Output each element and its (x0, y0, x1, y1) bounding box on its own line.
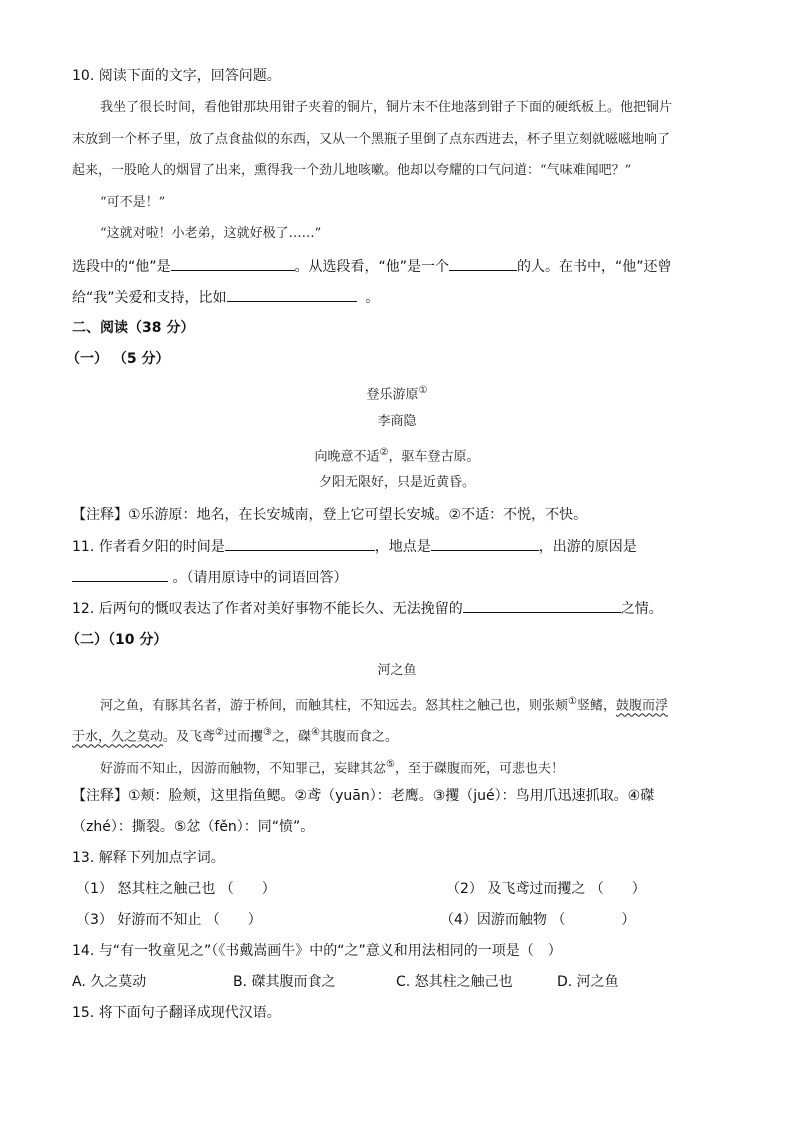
q13-title: 13. 解释下列加点字词。 (72, 850, 225, 866)
q11-part-c: ，出游的原因是 (538, 539, 637, 555)
q10-question-part-e: 。 (365, 290, 380, 306)
prose-line-3-b: ，至于磔腹而死，可悲也夫！ (394, 761, 564, 777)
prose-notes-line-2: （zhé）：撕裂。⑤忿（fěn）：同“愤”。 (72, 819, 315, 835)
q11-part-d: 。（请用原诗中的词语回答） (172, 570, 348, 586)
prose-line-2-b: 。及飞鸢 (163, 729, 216, 745)
prose-line-2-c: 过而攫 (224, 729, 264, 745)
q10-passage-line-2: 末放到一个杯子里，放了点食盐似的东西，又从一个黑瓶子里倒了点东西进去，杯子里立刻就嗞嗞地响了 (72, 132, 671, 147)
q10-question-part-b: 。从选段看，“他”是一个 (294, 259, 450, 275)
prose-notes-label: 【注释】 (72, 788, 128, 804)
q12-answer-blank[interactable] (463, 598, 621, 613)
prose-notes-text-1: ①颊：脸颊，这里指鱼鳃。②鸢（yuān）：老鹰。③攫（jué）：鸟用爪迅速抓取。④磔 (128, 788, 655, 804)
prose-line-2-d: 之，磔 (271, 729, 311, 745)
poem-notes-text: ①乐游原：地名，在长安城南，登上它可望长安城。②不适：不悦，不快。 (128, 507, 588, 523)
q10-question-line-1 (72, 256, 672, 277)
poem-notes (72, 505, 587, 525)
poem-title-footnote-mark: ① (418, 385, 428, 396)
prose-footnote-mark-4: ④ (311, 727, 320, 738)
q10-answer-blank-1[interactable] (171, 256, 295, 271)
q13-item-2: （2） 及飞鸢过而攫之 （ ） (446, 881, 646, 897)
q10-passage-line-1: 我坐了很长时间，看他钳那块用钳子夹着的铜片，铜片末不住地落到钳子下面的硬纸板上。他把铜片 (100, 100, 673, 115)
q10-answer-blank-3[interactable] (227, 287, 357, 302)
q14-option-c[interactable]: C. 怒其柱之触己也 (396, 974, 513, 990)
poem-line-1-footnote-mark: ② (379, 447, 389, 458)
q10-question-part-c: 的人。在书中，“他”还曾 (517, 259, 672, 275)
prose-line-1-a: 河之鱼，有豚其名者，游于桥间，而触其柱，不知远去。怒其柱之触己也，则张颊 (100, 698, 569, 714)
q15-title: 15. 将下面句子翻译成现代汉语。 (72, 1005, 281, 1021)
q10-passage-line-5: “这就对啦！小老弟，这就好极了……” (100, 226, 322, 241)
q14-option-d[interactable]: D. 河之鱼 (557, 974, 619, 990)
poem-line-1 (0, 443, 794, 467)
prose-line-3 (100, 755, 564, 779)
prose-footnote-mark-3: ③ (263, 727, 272, 738)
poem-line-1-a: 向晚意不适 (314, 449, 380, 465)
poem-line-1-b: ，驱车登古原。 (388, 449, 480, 465)
prose-title: 河之鱼 (377, 663, 417, 678)
prose-underlined-phrase-1: 鼓腹而浮 (616, 698, 669, 714)
prose-line-3-a: 好游而不知止，因游而触物，不知罪己，妄肆其忿 (100, 761, 387, 777)
q12-part-b: 之情。 (620, 601, 663, 617)
q11-part-a: 11. 作者看夕阳的时间是 (72, 539, 225, 555)
poem-author: 李商隐 (377, 414, 417, 429)
q11-line-1 (72, 536, 637, 557)
prose-footnote-mark-2: ② (215, 727, 224, 738)
poem-title (0, 381, 794, 405)
prose-line-1-b: 竖鳍， (576, 698, 616, 714)
prose-underlined-phrase-2: 于水，久之莫动 (72, 729, 164, 745)
q12-line (72, 598, 663, 619)
q14-title: 14. 与“有一牧童见之”（《书戴嵩画牛》中的“之”意义和用法相同的一项是（ ） (72, 943, 562, 959)
part-1-heading: （一） （5 分） (66, 351, 170, 367)
prose-line-2-e: 其腹而食之。 (319, 729, 398, 745)
q13-item-4: （4）因游而触物 （ ） (440, 912, 636, 928)
q10-question-line-2 (72, 287, 379, 308)
prose-notes-line-1 (72, 786, 654, 806)
q12-part-a: 12. 后两句的慨叹表达了作者对美好事物不能长久、无法挽留的 (72, 601, 463, 617)
q11-line-2 (72, 567, 347, 588)
poem-line-2: 夕阳无限好，只是近黄昏。 (318, 475, 475, 490)
part-2-heading: （二）（10 分） (66, 632, 168, 648)
q10-answer-blank-2[interactable] (449, 256, 517, 271)
prose-line-2 (72, 723, 398, 747)
q10-question-part-a: 选段中的“他”是 (72, 259, 171, 275)
prose-line-1 (100, 692, 668, 716)
prose-footnote-mark-1: ① (568, 696, 577, 707)
q10-passage-line-4: “可不是！” (100, 195, 166, 210)
poem-title-text: 登乐游原 (366, 387, 419, 403)
q11-answer-blank-3[interactable] (72, 567, 168, 582)
q11-answer-blank-1[interactable] (225, 536, 375, 551)
section-2-heading: 二、阅读（38 分） (72, 320, 195, 336)
q13-item-1: （1） 怒其柱之触己也 （ ） (76, 881, 276, 897)
poem-notes-label: 【注释】 (72, 507, 128, 523)
q10-title: 10. 阅读下面的文字，回答问题。 (72, 68, 281, 84)
prose-footnote-mark-5: ⑤ (386, 759, 395, 770)
q10-passage-line-3: 起来，一股呛人的烟冒了出来，熏得我一个劲儿地咳嗽。他却以夸耀的口气问道：“气味难闻吧？” (72, 163, 632, 178)
q13-item-3: （3） 好游而不知止 （ ） (76, 912, 262, 928)
q11-part-b: ，地点是 (374, 539, 431, 555)
q14-option-a[interactable]: A. 久之莫动 (72, 974, 147, 990)
q14-option-b[interactable]: B. 磔其腹而食之 (233, 974, 336, 990)
q11-answer-blank-2[interactable] (431, 536, 539, 551)
q10-question-part-d: 给“我”关爱和支持，比如 (72, 290, 227, 306)
